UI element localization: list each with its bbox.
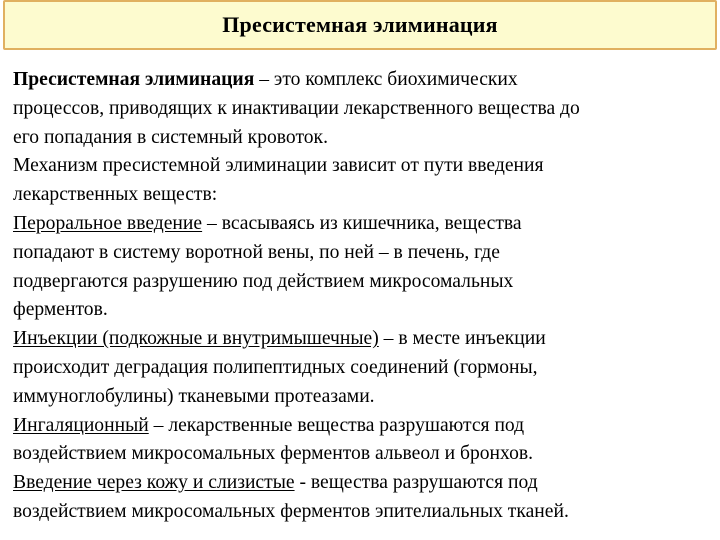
injection-line-2: происходит деградация полипептидных соединений (гормоны,	[13, 356, 538, 378]
injection-line-3: иммуноглобулины) тканевыми протеазами.	[13, 385, 375, 407]
inhalation-line-1	[13, 412, 713, 441]
skin-line-1	[13, 469, 713, 498]
mechanism-line-2: лекарственных веществ:	[13, 184, 218, 206]
inhalation-line-2: воздействием микросомальных ферментов альвеол и бронхов.	[13, 443, 534, 465]
slide-title: Пресистемная элиминация	[222, 12, 498, 37]
inhalation-term: Ингаляционный	[13, 414, 149, 436]
slide-title-box	[3, 0, 717, 50]
definition-line-1	[13, 66, 713, 95]
oral-line-4: ферментов.	[13, 299, 108, 321]
oral-term: Пероральное введение	[13, 212, 203, 234]
skin-term: Введение через кожу и слизистые	[13, 472, 295, 494]
mechanism-line-1: Механизм пресистемной элиминации зависит от пути введения	[13, 155, 544, 177]
oral-line-3: подвергаются разрушению под действием микросомальных	[13, 270, 514, 292]
oral-line-1	[13, 210, 713, 239]
injection-text: – в месте инъекции	[378, 328, 546, 350]
definition-term: Пресистемная элиминация	[13, 69, 255, 90]
skin-text: - вещества разрушаются под	[294, 472, 538, 494]
injection-line-1	[13, 325, 713, 354]
slide-body	[13, 66, 713, 527]
injection-term: Инъекции (подкожные и внутримышечные)	[13, 328, 379, 350]
skin-line-2: воздействием микросомальных ферментов эпителиальных тканей.	[13, 500, 569, 522]
definition-text: – это комплекс биохимических	[254, 69, 518, 90]
oral-line-2: попадают в систему воротной вены, по ней – в печень, где	[13, 241, 500, 263]
definition-line-2: процессов, приводящих к инактивации лекарственного вещества до	[13, 97, 580, 119]
definition-line-3: его попадания в системный кровоток.	[13, 126, 328, 148]
oral-text: – всасываясь из кишечника, вещества	[202, 212, 522, 234]
inhalation-text: – лекарственные вещества разрушаются под	[148, 414, 525, 436]
